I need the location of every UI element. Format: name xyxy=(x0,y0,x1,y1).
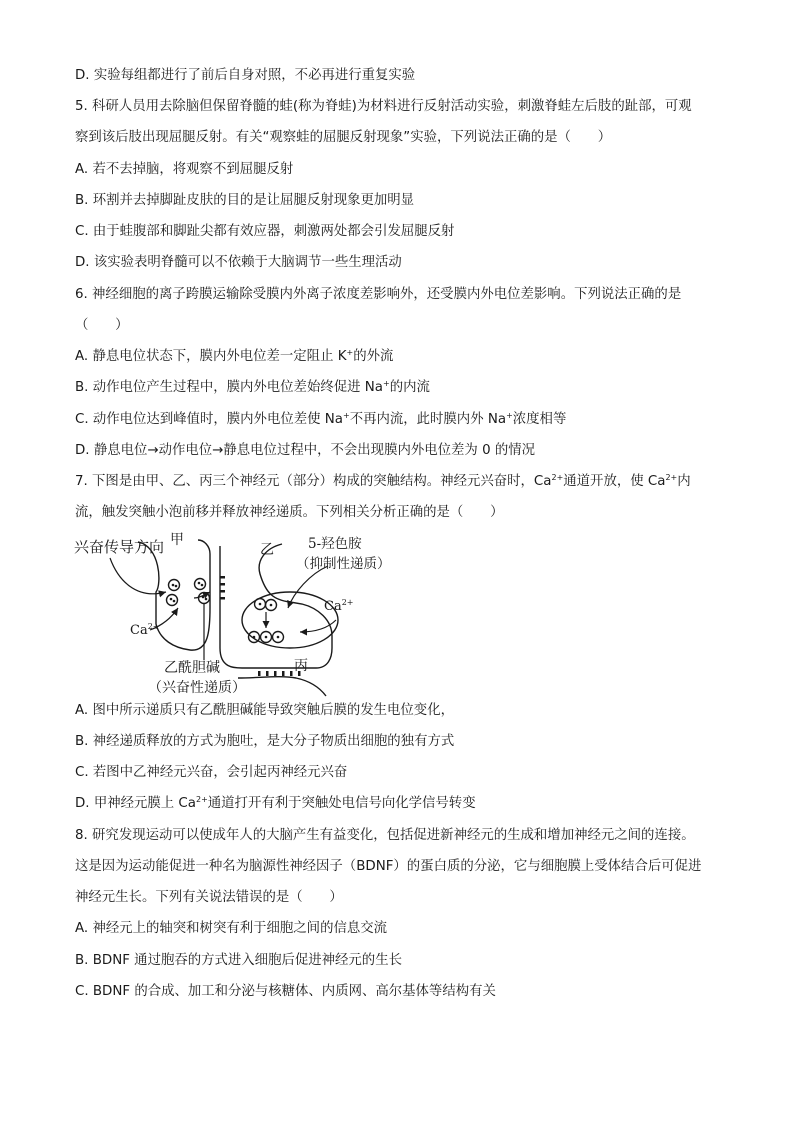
question-5-stem-line2: 察到该后肢出现屈腿反射。有关“观察蛙的屈腿反射现象”实验，下列说法正确的是（ ） xyxy=(75,130,612,145)
option-7c: C. 若图中乙神经元兴奋，会引起丙神经元兴奋 xyxy=(75,765,348,780)
option-4d: D. 实验每组都进行了前后自身对照，不必再进行重复实验 xyxy=(75,68,416,83)
question-7-stem-line2: 流，触发突触小泡前移并释放神经递质。下列相关分析正确的是（ ） xyxy=(75,505,504,520)
neuron-b-label: 乙 xyxy=(260,542,274,558)
ach-label: 乙酰胆碱 xyxy=(164,660,220,676)
ca-label-left: $Ca^{2+}$ xyxy=(130,622,160,638)
question-8-stem-line1: 8. 研究发现运动可以使成年人的大脑产生有益变化，包括促进新神经元的生成和增加神经元之间的连接。 xyxy=(75,828,695,843)
question-6-stem-line1: 6. 神经细胞的离子跨膜运输除受膜内外离子浓度差影响外，还受膜内外电位差影响。下列说法正确的是 xyxy=(75,287,682,302)
question-8-stem-line2: 这是因为运动能促进一种名为脑源性神经因子（BDNF）的蛋白质的分泌，它与细胞膜上受体结合后可促进 xyxy=(75,859,702,874)
option-5c: C. 由于蛙腹部和脚趾尖都有效应器，刺激两处都会引发屈腿反射 xyxy=(75,224,455,239)
question-5-stem-line1: 5. 科研人员用去除脑但保留脊髓的蛙(称为脊蛙)为材料进行反射活动实验，刺激脊蛙左后肢的趾部，可观 xyxy=(75,99,692,114)
neuron-c-label: 丙 xyxy=(294,658,308,674)
ach-note: （兴奋性递质） xyxy=(148,680,246,696)
direction-label: 兴奋传导方向 xyxy=(74,538,165,556)
neuron-a-label: 甲 xyxy=(170,532,184,548)
question-6-stem-line2: （ ） xyxy=(75,318,129,333)
neuron-c-membrane xyxy=(238,677,326,696)
option-6b: B. 动作电位产生过程中，膜内外电位差始终促进 Na+的内流 xyxy=(75,379,430,395)
synapse-diagram xyxy=(70,528,400,698)
option-7d: D. 甲神经元膜上 $Ca^{2+}$通道打开有利于突触处电信号向化学信号转变 xyxy=(75,795,476,811)
serotonin-note: （抑制性递质） xyxy=(296,556,391,572)
ca-label-right: $Ca^{2+}$ xyxy=(324,598,354,614)
option-6d: D. 静息电位→动作电位→静息电位过程中，不会出现膜内外电位差为 0 的情况 xyxy=(75,443,536,458)
option-6a: A. 静息电位状态下，膜内外电位差一定阻止 K+的外流 xyxy=(75,348,394,364)
question-8-stem-line3: 神经元生长。下列有关说法错误的是（ ） xyxy=(75,890,343,905)
option-6c: C. 动作电位达到峰值时，膜内外电位差使 Na+不再内流，此时膜内外 Na+浓度相等 xyxy=(75,411,567,427)
option-5a: A. 若不去掉脑，将观察不到屈腿反射 xyxy=(75,162,294,177)
option-7b: B. 神经递质释放的方式为胞吐，是大分子物质出细胞的独有方式 xyxy=(75,734,455,749)
option-8c: C. BDNF 的合成、加工和分泌与核糖体、内质网、高尔基体等结构有关 xyxy=(75,984,496,999)
serotonin-label: 5-羟色胺 xyxy=(308,536,362,552)
option-7a: A. 图中所示递质只有乙酰胆碱能导致突触后膜的发生电位变化， xyxy=(75,703,454,718)
option-8b: B. BDNF 通过胞吞的方式进入细胞后促进神经元的生长 xyxy=(75,953,402,968)
option-5d: D. 该实验表明脊髓可以不依赖于大脑调节一些生理活动 xyxy=(75,255,402,270)
option-8a: A. 神经元上的轴突和树突有利于细胞之间的信息交流 xyxy=(75,921,388,936)
option-5b: B. 环割并去掉脚趾皮肤的目的是让屈腿反射现象更加明显 xyxy=(75,193,415,208)
question-7-stem-line1: 7. 下图是由甲、乙、丙三个神经元（部分）构成的突触结构。神经元兴奋时，$Ca^{2+}$通道开放，使 $Ca^{2+}$内 xyxy=(75,473,691,489)
serotonin-arrow xyxy=(288,566,328,608)
